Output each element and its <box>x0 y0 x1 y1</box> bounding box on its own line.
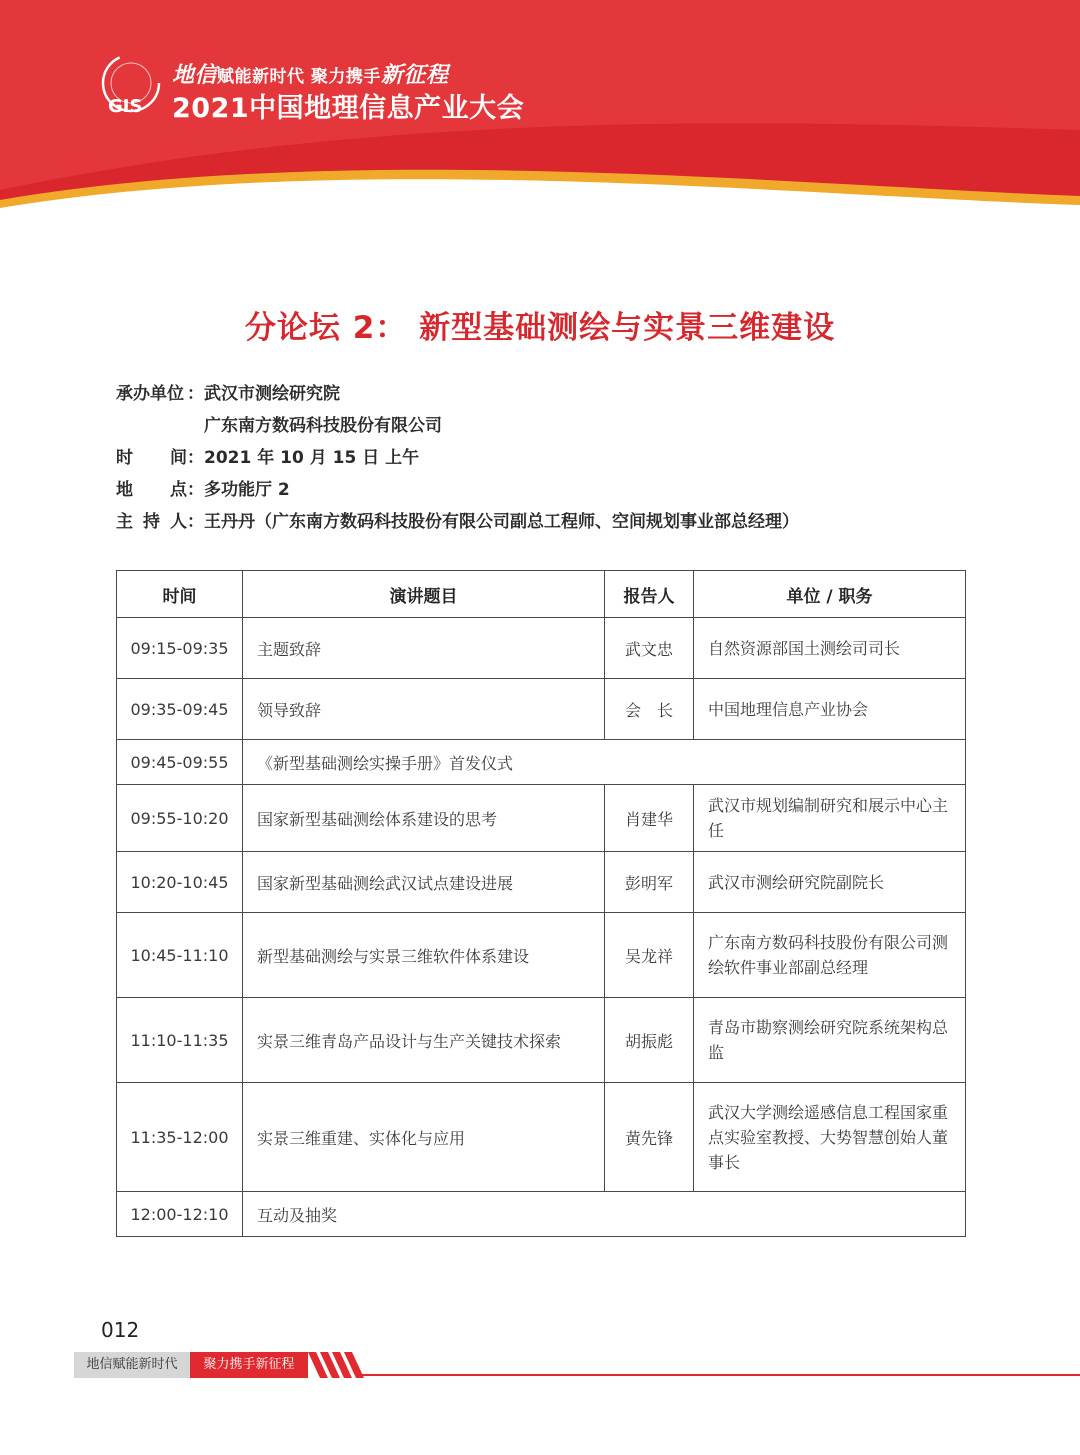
forum-title: 分论坛 2： 新型基础测绘与实景三维建设 <box>244 310 836 346</box>
row-speaker: 肖建华 <box>605 785 694 852</box>
table-row <box>117 998 966 1083</box>
table-row <box>117 785 966 852</box>
row-topic: 国家新型基础测绘体系建设的思考 <box>243 785 605 852</box>
row-time: 11:35-12:00 <box>117 1083 243 1192</box>
row-time: 11:10-11:35 <box>117 998 243 1083</box>
row-topic: 《新型基础测绘实操手册》首发仪式 <box>243 740 966 785</box>
table-row <box>117 1083 966 1192</box>
table-row <box>117 1192 966 1237</box>
row-topic: 领导致辞 <box>243 679 605 740</box>
table-header-row <box>117 571 966 618</box>
row-time: 10:20-10:45 <box>117 852 243 913</box>
header-speaker: 报告人 <box>605 571 694 618</box>
row-speaker: 彭明军 <box>605 852 694 913</box>
row-time: 10:45-11:10 <box>117 913 243 998</box>
table-row <box>117 852 966 913</box>
slogan-part-2: 赋能新时代 聚力携手 <box>217 67 381 87</box>
row-topic: 主题致辞 <box>243 618 605 679</box>
place-label: 地 点： <box>116 480 204 500</box>
forum-info <box>116 378 799 538</box>
place-value: 多功能厅 2 <box>204 480 290 500</box>
footer-slogan-right: 聚力携手新征程 <box>190 1352 308 1378</box>
host-value: 王丹丹（广东南方数码科技股份有限公司副总工程师、空间规划事业部总经理） <box>204 512 799 532</box>
table-row <box>117 740 966 785</box>
slogan-part-1: 地信 <box>172 62 218 88</box>
table-row <box>117 618 966 679</box>
header-time: 时间 <box>117 571 243 618</box>
row-topic: 国家新型基础测绘武汉试点建设进展 <box>243 852 605 913</box>
row-unit: 青岛市勘察测绘研究院系统架构总监 <box>694 998 966 1083</box>
header-unit: 单位 / 职务 <box>694 571 966 618</box>
row-topic: 互动及抽奖 <box>243 1192 966 1237</box>
row-unit: 中国地理信息产业协会 <box>694 679 966 740</box>
row-topic: 实景三维重建、实体化与应用 <box>243 1083 605 1192</box>
conference-slogan <box>172 58 448 89</box>
footer-divider <box>360 1374 1080 1376</box>
row-topic: 实景三维青岛产品设计与生产关键技术探索 <box>243 998 605 1083</box>
row-unit: 自然资源部国土测绘司司长 <box>694 618 966 679</box>
footer-stripes-decoration <box>308 1352 368 1378</box>
row-speaker: 武文忠 <box>605 618 694 679</box>
organizer-row-2 <box>116 410 799 442</box>
row-speaker: 会 长 <box>605 679 694 740</box>
row-speaker: 吴龙祥 <box>605 913 694 998</box>
organizer-value-1: 武汉市测绘研究院 <box>204 384 340 404</box>
row-unit: 武汉市测绘研究院副院长 <box>694 852 966 913</box>
gis-logo-icon <box>100 52 162 118</box>
row-time: 12:00-12:10 <box>117 1192 243 1237</box>
host-row <box>116 506 799 538</box>
time-row <box>116 442 799 474</box>
host-label: 主 持 人： <box>116 512 204 532</box>
footer-slogan-left: 地信赋能新时代 <box>74 1352 190 1378</box>
row-time: 09:35-09:45 <box>117 679 243 740</box>
logo-text: GIS <box>108 96 143 117</box>
table-row <box>117 913 966 998</box>
slogan-part-3: 新征程 <box>380 62 449 88</box>
place-row <box>116 474 799 506</box>
header-banner <box>0 0 1080 240</box>
time-value: 2021 年 10 月 15 日 上午 <box>204 448 420 468</box>
organizer-value-2: 广东南方数码科技股份有限公司 <box>204 416 442 436</box>
table-row <box>117 679 966 740</box>
row-unit: 广东南方数码科技股份有限公司测绘软件事业部副总经理 <box>694 913 966 998</box>
organizer-row <box>116 378 799 410</box>
time-label: 时 间： <box>116 448 204 468</box>
conference-title: 2021中国地理信息产业大会 <box>172 93 525 124</box>
organizer-label: 承办单位 ： <box>116 384 204 404</box>
row-time: 09:45-09:55 <box>117 740 243 785</box>
row-speaker: 胡振彪 <box>605 998 694 1083</box>
page-number: 012 <box>101 1318 140 1342</box>
row-time: 09:55-10:20 <box>117 785 243 852</box>
row-time: 09:15-09:35 <box>117 618 243 679</box>
schedule-table <box>116 570 966 1237</box>
row-speaker: 黄先锋 <box>605 1083 694 1192</box>
row-unit: 武汉市规划编制研究和展示中心主任 <box>694 785 966 852</box>
row-unit: 武汉大学测绘遥感信息工程国家重点实验室教授、大势智慧创始人董事长 <box>694 1083 966 1192</box>
row-topic: 新型基础测绘与实景三维软件体系建设 <box>243 913 605 998</box>
header-topic: 演讲题目 <box>243 571 605 618</box>
